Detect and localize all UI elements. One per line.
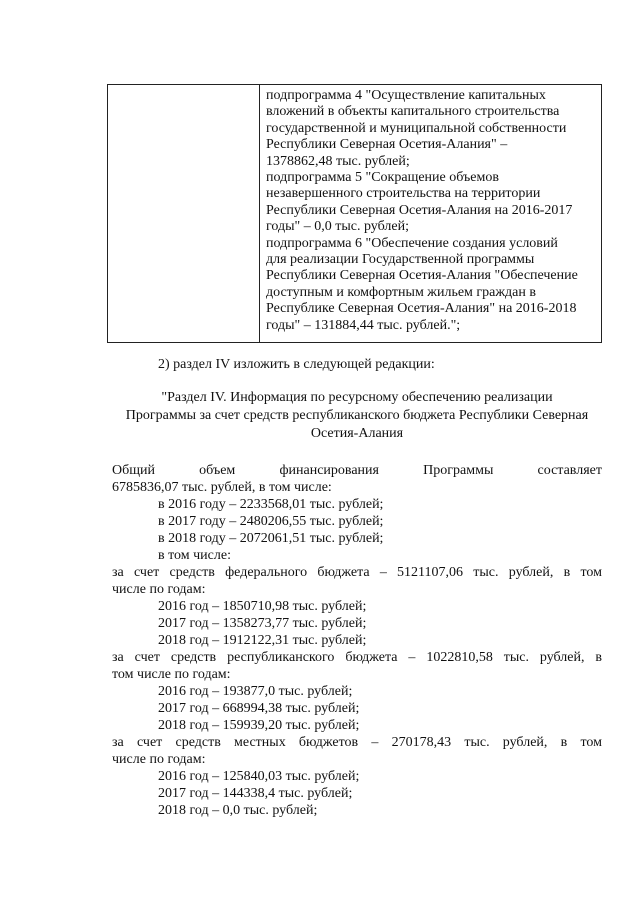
table-line: доступным и комфортным жильем граждан в xyxy=(266,284,536,300)
section-heading xyxy=(112,389,602,443)
republic-year-line: 2018 год – 159939,20 тыс. рублей; xyxy=(158,718,360,733)
local-budget-continuation: числе по годам: xyxy=(112,752,206,767)
section-heading-line: Осетия-Алания xyxy=(310,426,404,441)
federal-year-line: 2017 год – 1358273,77 тыс. рублей; xyxy=(158,616,367,631)
federal-year-line: 2016 год – 1850710,98 тыс. рублей; xyxy=(158,599,367,614)
table-line: подпрограмма 4 "Осуществление капитальных xyxy=(266,88,546,103)
table-line: годы" – 131884,44 тыс. рублей."; xyxy=(266,317,461,333)
item-2-text: 2) раздел IV изложить в следующей редакции: xyxy=(158,357,435,372)
total-year-line: в 2017 году – 2480206,55 тыс. рублей; xyxy=(158,514,384,529)
table-right-cell xyxy=(266,88,600,334)
table-line: для реализации Государственной программы xyxy=(266,252,535,268)
total-year-line: в 2018 году – 2072061,51 тыс. рублей; xyxy=(158,531,384,546)
local-budget-line: за счет средств местных бюджетов – 270178,43 тыс. рублей, в том xyxy=(112,735,602,750)
republic-year-line: 2017 год – 668994,38 тыс. рублей; xyxy=(158,701,360,716)
table-line: подпрограмма 5 "Сокращение объемов xyxy=(266,170,499,186)
table-line: государственной и муниципальной собственности xyxy=(266,120,567,136)
including-label: в том числе: xyxy=(158,548,231,563)
local-year-line: 2017 год – 144338,4 тыс. рублей; xyxy=(158,786,353,801)
section-heading-line: Программы за счет средств республиканского бюджета Республики Северная xyxy=(125,408,589,423)
federal-budget-line: за счет средств федерального бюджета – 5121107,06 тыс. рублей, в том xyxy=(112,565,602,580)
table-line: Республики Северная Осетия-Алания" – xyxy=(266,137,508,153)
republic-budget-line: за счет средств республиканского бюджета – 1022810,58 тыс. рублей, в xyxy=(112,650,602,665)
total-year-line: в 2016 году – 2233568,01 тыс. рублей; xyxy=(158,497,384,512)
local-year-line: 2016 год – 125840,03 тыс. рублей; xyxy=(158,769,360,784)
federal-year-line: 2018 год – 1912122,31 тыс. рублей; xyxy=(158,633,367,648)
section-heading-line: "Раздел IV. Информация по ресурсному обеспечению реализации xyxy=(161,390,553,405)
table-line: подпрограмма 6 "Обеспечение создания условий xyxy=(266,235,558,251)
federal-budget-continuation: числе по годам: xyxy=(112,582,206,597)
table-line: Республики Северная Осетия-Алания "Обеспечение xyxy=(266,268,578,284)
table-line: незавершенного строительства на территории xyxy=(266,186,541,202)
republic-budget-continuation: том числе по годам: xyxy=(112,667,231,682)
republic-year-line: 2016 год – 193877,0 тыс. рублей; xyxy=(158,684,353,699)
program-table xyxy=(107,84,602,343)
table-column-divider xyxy=(259,85,260,342)
table-line: годы" – 0,0 тыс. рублей; xyxy=(266,219,409,235)
total-funding-continuation: 6785836,07 тыс. рублей, в том числе: xyxy=(112,480,332,495)
table-line: Республике Северная Осетия-Алания" на 2016-2018 xyxy=(266,301,577,317)
table-line: 1378862,48 тыс. рублей; xyxy=(266,153,410,169)
local-year-line: 2018 год – 0,0 тыс. рублей; xyxy=(158,803,318,818)
table-line: Республики Северная Осетия-Алания на 2016-2017 xyxy=(266,202,573,218)
table-line: вложений в объекты капитального строительства xyxy=(266,104,560,120)
total-funding-line: Общий объем финансирования Программы составляет xyxy=(112,463,602,478)
